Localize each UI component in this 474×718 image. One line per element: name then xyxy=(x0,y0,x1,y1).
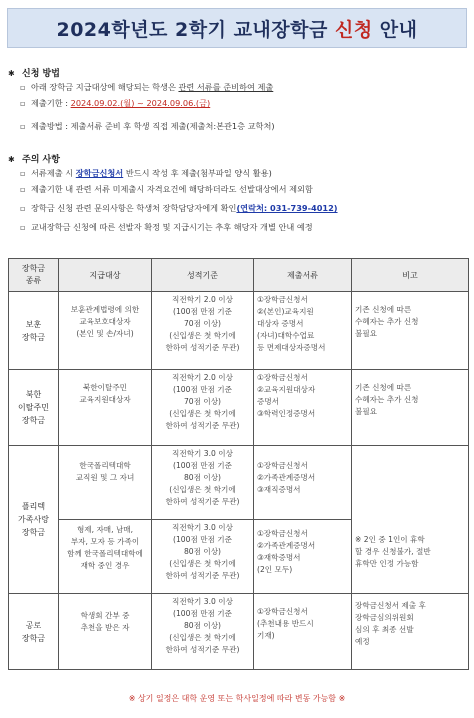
col-header-note: 비고 xyxy=(352,259,469,292)
bullet-icon: ▫ xyxy=(20,98,26,108)
bullet-icon: ▫ xyxy=(20,168,26,178)
cell-docs: ①장학금신청서 ②가족관계증명서 ③재직증명서 xyxy=(254,446,352,520)
cell-docs: ①장학금신청서 ②교육지원대상자 증명서 ③학력인정증명서 xyxy=(254,370,352,446)
apply-line-1: ▫ 아래 장학금 지급대상에 해당되는 학생은 관련 서류를 준비하여 제출 xyxy=(20,82,274,92)
asterisk-icon: ✱ xyxy=(8,69,15,78)
table-row xyxy=(9,446,469,520)
scholarship-type: 보훈 장학금 xyxy=(9,292,59,370)
notice-line-2: ▫ 제출기한 내 관련 서류 미제출시 자격요건에 해당하더라도 선발대상에서 제외함 xyxy=(20,184,313,194)
scholarship-type: 공로 장학금 xyxy=(9,594,59,670)
bullet-icon: ▫ xyxy=(20,121,26,131)
bullet-icon: ▫ xyxy=(20,222,26,232)
cell-target: 형제, 자매, 남매, 부자, 모자 등 가족이 함께 한국폴리텍대학에 재학 중인 경우 xyxy=(59,520,152,594)
col-header-target: 지급대상 xyxy=(59,259,152,292)
table-row xyxy=(9,594,469,670)
notice-line-1: ▫ 서류제출 시 장학금신청서 반드시 작성 후 제출(첨부파일 양식 활용) xyxy=(20,168,272,178)
cell-target: 한국폴리텍대학 교직원 및 그 자녀 xyxy=(59,446,152,520)
table-row xyxy=(9,292,469,370)
notice-line-4: ▫ 교내장학금 신청에 따른 선발자 확정 및 지급시기는 추후 해당자 개별 안내 예정 xyxy=(20,222,313,232)
bullet-icon: ▫ xyxy=(20,203,26,213)
cell-target: 학생회 간부 중 추천을 받은 자 xyxy=(59,594,152,670)
scholarship-type: 북한 이탈주민 장학금 xyxy=(9,370,59,446)
col-header-type: 장학금 종류 xyxy=(9,259,59,292)
table-row xyxy=(9,370,469,446)
cell-grade: 직전학기 3.0 이상 (100점 만점 기준 80점 이상) (신입생은 첫 학기에 한하여 성적기준 무관) xyxy=(152,594,254,670)
cell-note: 기존 신청에 따른 수혜자는 추가 신청 불필요 xyxy=(352,370,469,446)
cell-docs: ①장학금신청서 ②가족관계증명서 ③재학증명서 (2인 모두) xyxy=(254,520,352,594)
cell-grade: 직전학기 2.0 이상 (100점 만점 기준 70점 이상) (신입생은 첫 학기에 한하여 성적기준 무관) xyxy=(152,292,254,370)
cell-docs: ①장학금신청서 (추천내용 반드시 기재) xyxy=(254,594,352,670)
cell-note: 장학금신청서 제출 후 장학금심의위원회 심의 후 최종 선발 예정 xyxy=(352,594,469,670)
title-banner xyxy=(7,8,467,48)
table-header-row xyxy=(9,259,469,292)
cell-grade: 직전학기 2.0 이상 (100점 만점 기준 70점 이상) (신입생은 첫 학기에 한하여 성적기준 무관) xyxy=(152,370,254,446)
cell-note: 기존 신청에 따른 수혜자는 추가 신청 불필요 xyxy=(352,292,469,370)
footer-notice: ※ 상기 일정은 대학 운영 또는 학사일정에 따라 변동 가능함 ※ xyxy=(128,694,346,703)
cell-note: ※ 2인 중 1인이 휴학 할 경우 신청불가, 절반 휴학만 인정 가능함 xyxy=(352,446,469,594)
page-title: 2024학년도 2학기 교내장학금 신청 안내 xyxy=(56,18,418,41)
bullet-icon: ▫ xyxy=(20,82,26,92)
cell-docs: ①장학금신청서 ②(본인)교육지원 대상자 증명서 (자녀)대학수업료 등 면제대상자증명서 xyxy=(254,292,352,370)
col-header-docs: 제출서류 xyxy=(254,259,352,292)
scholarship-table xyxy=(8,258,469,670)
section-heading-notice: ✱ 주의 사항 xyxy=(8,155,60,165)
cell-grade: 직전학기 3.0 이상 (100점 만점 기준 80점 이상) (신입생은 첫 학기에 한하여 성적기준 무관) xyxy=(152,446,254,520)
application-form-link[interactable]: 장학금신청서 xyxy=(75,168,124,178)
notice-line-3: ▫ 장학금 신청 관련 문의사항은 학생처 장학담당자에게 확인(연락처: 031-739-4012) xyxy=(20,203,338,213)
apply-line-method: ▫ 제출방법 : 제출서류 준비 후 학생 직접 제출(제출처:본관1층 교학처) xyxy=(20,121,275,131)
apply-line-deadline: ▫ 제출기한 : 2024.09.02.(월) ~ 2024.09.06.(금) xyxy=(20,98,211,108)
scholarship-type: 플리텍 가족사랑 장학금 xyxy=(9,446,59,594)
col-header-grade: 성적기준 xyxy=(152,259,254,292)
asterisk-icon: ✱ xyxy=(8,155,15,164)
cell-target: 북한이탈주민 교육지원대상자 xyxy=(59,370,152,446)
cell-grade: 직전학기 3.0 이상 (100점 만점 기준 80점 이상) (신입생은 첫 학기에 한하여 성적기준 무관) xyxy=(152,520,254,594)
bullet-icon: ▫ xyxy=(20,184,26,194)
section-heading-apply: ✱ 신청 방법 xyxy=(8,69,60,79)
cell-target: 보훈관계법령에 의한 교육보호대상자 (본인 및 손/자녀) xyxy=(59,292,152,370)
contact-link[interactable]: (연락처: 031-739-4012) xyxy=(236,203,338,213)
